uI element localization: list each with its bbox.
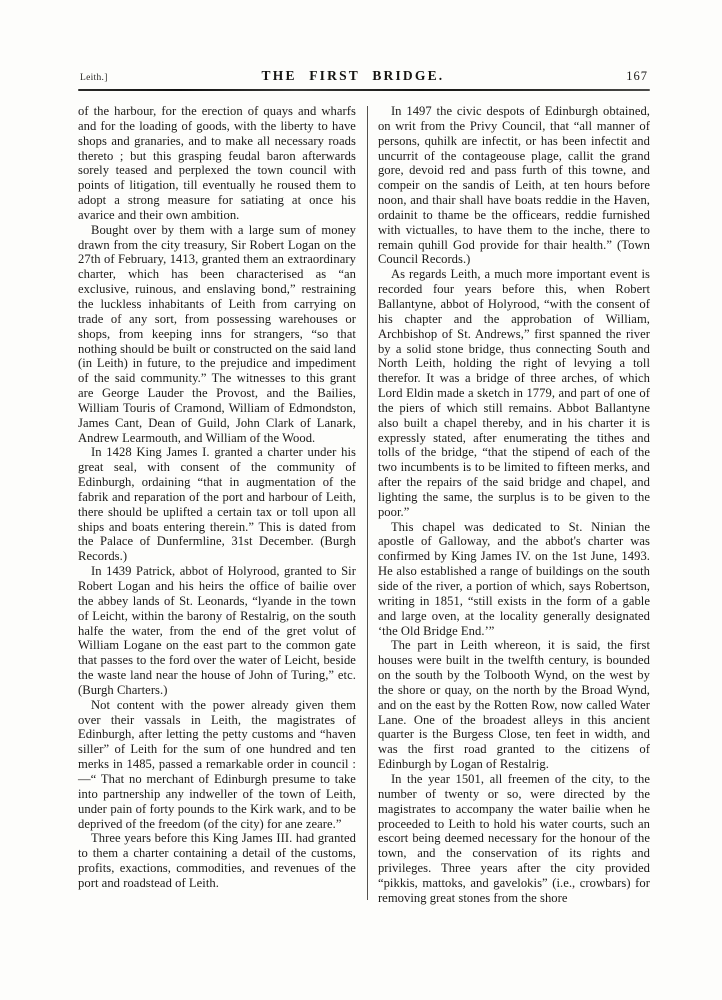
text-columns [78,104,650,906]
paragraph: Bought over by them with a large sum of money drawn from the city treasury, Sir Robert Logan on the 27th of February, 1413, granted them an extraordinary charter, which has been characterised as “an exclusive, ruinous, and enslaving bond,” restraining the luckless inhabitants of Leith from carrying on trade of any sort, from possessing warehouses or shops, from keeping inns for strangers, “so that nothing should be built or constructed on the said land (in Leith) in future, to the prejudice and impediment of the said community.” The witnesses to this grant are George Lauder the Provost, and the Bailies, William Touris of Cramond, William of Edmondston, James Cant, Dean of Guild, John Clark of Lanark, Andrew Learmouth, and William of the Wood. [78,222,356,445]
paragraph: Three years before this King James III. had granted to them a charter containing a detail of the customs, profits, exactions, commodities, and revenues of the port and roadstead of Leith. [78,831,356,890]
section-label: Leith.] [80,73,108,83]
paragraph: As regards Leith, a much more important event is recorded four years before this, when Robert Ballantyne, abbot of Holyrood, “with the consent of his chapter and the approbation of William, Archbishop of St. Andrews,” first spanned the river by a solid stone bridge, thus connecting South and North Leith, holding the right of levying a toll therefor. It was a bridge of three arches, of which Lord Eldin made a sketch in 1779, and part of one of the piers of which still remains. Abbot Ballantyne also built a chapel thereby, and in his charter it is expressly stated, after enumerating the tithes and tolls of the bridge, “that the stipend of each of the two incumbents is to be limited to fifteen merks, and after the repairs of the said bridge and chapel, and lighting the same, the surplus is to be given to the poor.” [377,267,650,519]
right-column [378,104,650,906]
page-content [78,68,650,906]
paragraph: This chapel was dedicated to St. Ninian the apostle of Galloway, and the abbot's charter was confirmed by King James IV. on the 1st June, 1493. He also established a range of buildings on the south side of the river, a portion of which, says Robertson, writing in 1851, “still exists in the form of a gable and large oven, at the locality generally designated ‘the Old Bridge End.’” [377,519,650,638]
paragraph: In the year 1501, all freemen of the city, to the number of twenty or so, were directed by the magistrates to accompany the water bailie when he proceeded to Leith to hold his water courts, such an escort being deemed necessary for the honour of the town, and the conservation of its rights and privileges. Three years after the city provided “pikkis, mattoks, and gavelokis” (i.e., crowbars) for removing great stones from the shore [377,771,650,905]
paragraph: Not content with the power already given them over their vassals in Leith, the magistrates of Edinburgh, after letting the petty customs and “haven siller” of Leith for the sum of one hundred and ten merks in 1485, passed a remarkable order in council :—“ That no merchant of Edinburgh presume to take into partnership any indweller of the town of Leith, under pain of forty pounds to the Kirk wark, and to be deprived of the freedom (of the city) for ane zeare.” [78,697,356,831]
page-title: THE FIRST BRIDGE. [261,68,445,83]
header-rule [78,89,650,91]
page-number: 167 [626,69,648,83]
left-column [78,104,356,906]
paragraph: In 1497 the civic despots of Edinburgh obtained, on writ from the Privy Council, that “all manner of persons, quhilk are infectit, or has been infectit and uncurrit of the contageouse plage, callit the grand gore, devoid red and pass furth of this towne, and compeir on the sandis of Leith, at ten hours before noon, and thair shall have boats reddie in the Haven, ordainit to thame be the officears, reddie furnished with victualles, to have them to the inche, there to remain quhill God provide for thair health.” (Town Council Records.) [377,104,650,267]
column-divider [367,106,368,900]
paragraph: In 1439 Patrick, abbot of Holyrood, granted to Sir Robert Logan and his heirs the office of bailie over the abbey lands of St. Leonards, “lyande in the town of Leicht, within the barony of Restalrig, on the south halfe the water, from the end of the gret volut of William Logane on the east part to the common gate that passes to the ford over the water of Leicht, beside the waste land near the house of John of Turing,” etc. (Burgh Charters.) [78,564,356,697]
running-head [78,68,650,84]
paragraph: The part in Leith whereon, it is said, the first houses were built in the twelfth century, is bounded on the south by the Tolbooth Wynd, on the west by the shore or quay, on the north by the Broad Wynd, and on the east by the Rotten Row, now called Water Lane. One of the broadest alleys in this ancient quarter is the Burgess Close, ten feet in width, and was the first road granted to the citizens of Edinburgh by Logan of Restalrig. [377,638,650,772]
paragraph: In 1428 King James I. granted a charter under his great seal, with consent of the community of Edinburgh, ordaining “that in augmentation of the fabrik and reparation of the port and harbour of Leith, there should be uplifted a certain tax or toll upon all ships and boats entering therein.” This is dated from the Palace of Dunfermline, 31st December. (Burgh Records.) [78,445,356,564]
paragraph: of the harbour, for the erection of quays and wharfs and for the loading of goods, with the liberty to have shops and granaries, and to make all necessary roads thereto ; but this grasping feudal baron afterwards sorely teased and perplexed the town council with points of litigation, till eventually he roused them to adopt a strong measure for satiating at once his avarice and their own ambition. [78,104,356,222]
